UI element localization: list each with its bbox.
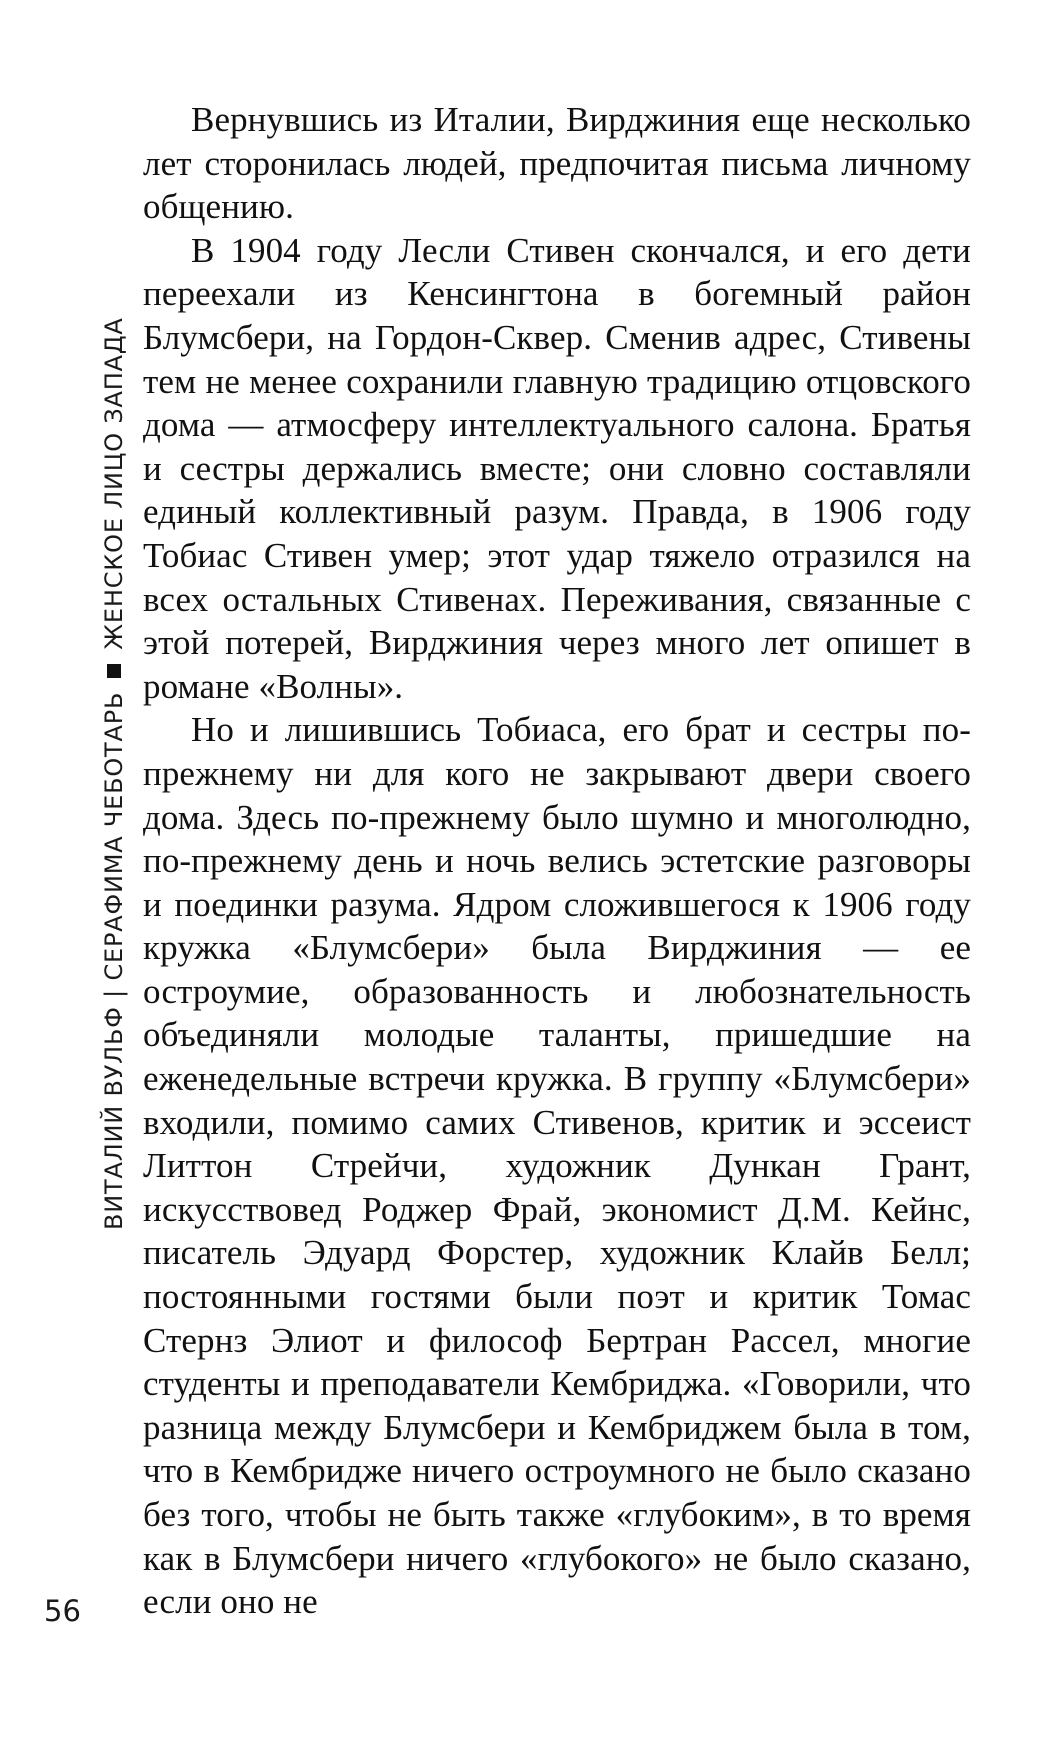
body-text bbox=[143, 98, 971, 1624]
paragraph-3: Но и лишившись Тобиаса, его брат и сестры по-прежнему ни для кого не закрывают двери своего дома. Здесь по-прежнему было шумно и многолюдно, по-прежнему день и ночь велись эстетские разговоры и поединки разума. Ядром сложившегося к 1906 году кружка «Блумсбери» была Вирджиния — ее остроумие, образованность и любознательность объединяли молодые таланты, пришедшие на еженедельные встречи кружка. В группу «Блумсбери» входили, помимо самих Стивенов, критик и эссеист Литтон Стрейчи, художник Дункан Грант, искусствовед Роджер Фрай, экономист Д.М. Кейнс, писатель Эдуард Форстер, художник Клайв Белл; постоянными гостями были поэт и критик Томас Стернз Элиот и философ Бертран Рассел, многие студенты и преподаватели Кембриджа. «Говорили, что разница между Блумсбери и Кембриджем была в том, что в Кембридже ничего остроумного не было сказано без того, чтобы не быть также «глубоким», в то время как в Блумсбери ничего «глубокого» не было сказано, если оно не bbox=[143, 710, 971, 1622]
running-head-authors: ВИТАЛИЙ ВУЛЬФ | СЕРАФИМА ЧЕБОТАРЬ bbox=[100, 691, 128, 1230]
paragraph-2: В 1904 году Лесли Стивен скончался, и его дети переехали из Кенсингтона в богемный район Блумсбери, на Гордон-Сквер. Сменив адрес, Стивены тем не менее сохранили главную традицию отцовского дома — атмосферу интеллектуального салона. Братья и сестры держались вместе; они словно составляли единый коллективный разум. Правда, в 1906 году Тобиас Стивен умер; этот удар тяжело отразился на всех остальных Стивенах. Переживания, связанные с этой потерей, Вирджиния через много лет опишет в романе «Волны». bbox=[143, 230, 971, 706]
separator-square-icon bbox=[107, 664, 121, 678]
page-number: 56 bbox=[44, 1594, 81, 1628]
paragraph-1: Вернувшись из Италии, Вирджиния еще несколько лет сторонилась людей, предпочитая письма личному общению. bbox=[143, 100, 971, 227]
running-head bbox=[100, 317, 128, 1230]
running-head-title: ЖЕНСКОЕ ЛИЦО ЗАПАДА bbox=[100, 317, 128, 650]
